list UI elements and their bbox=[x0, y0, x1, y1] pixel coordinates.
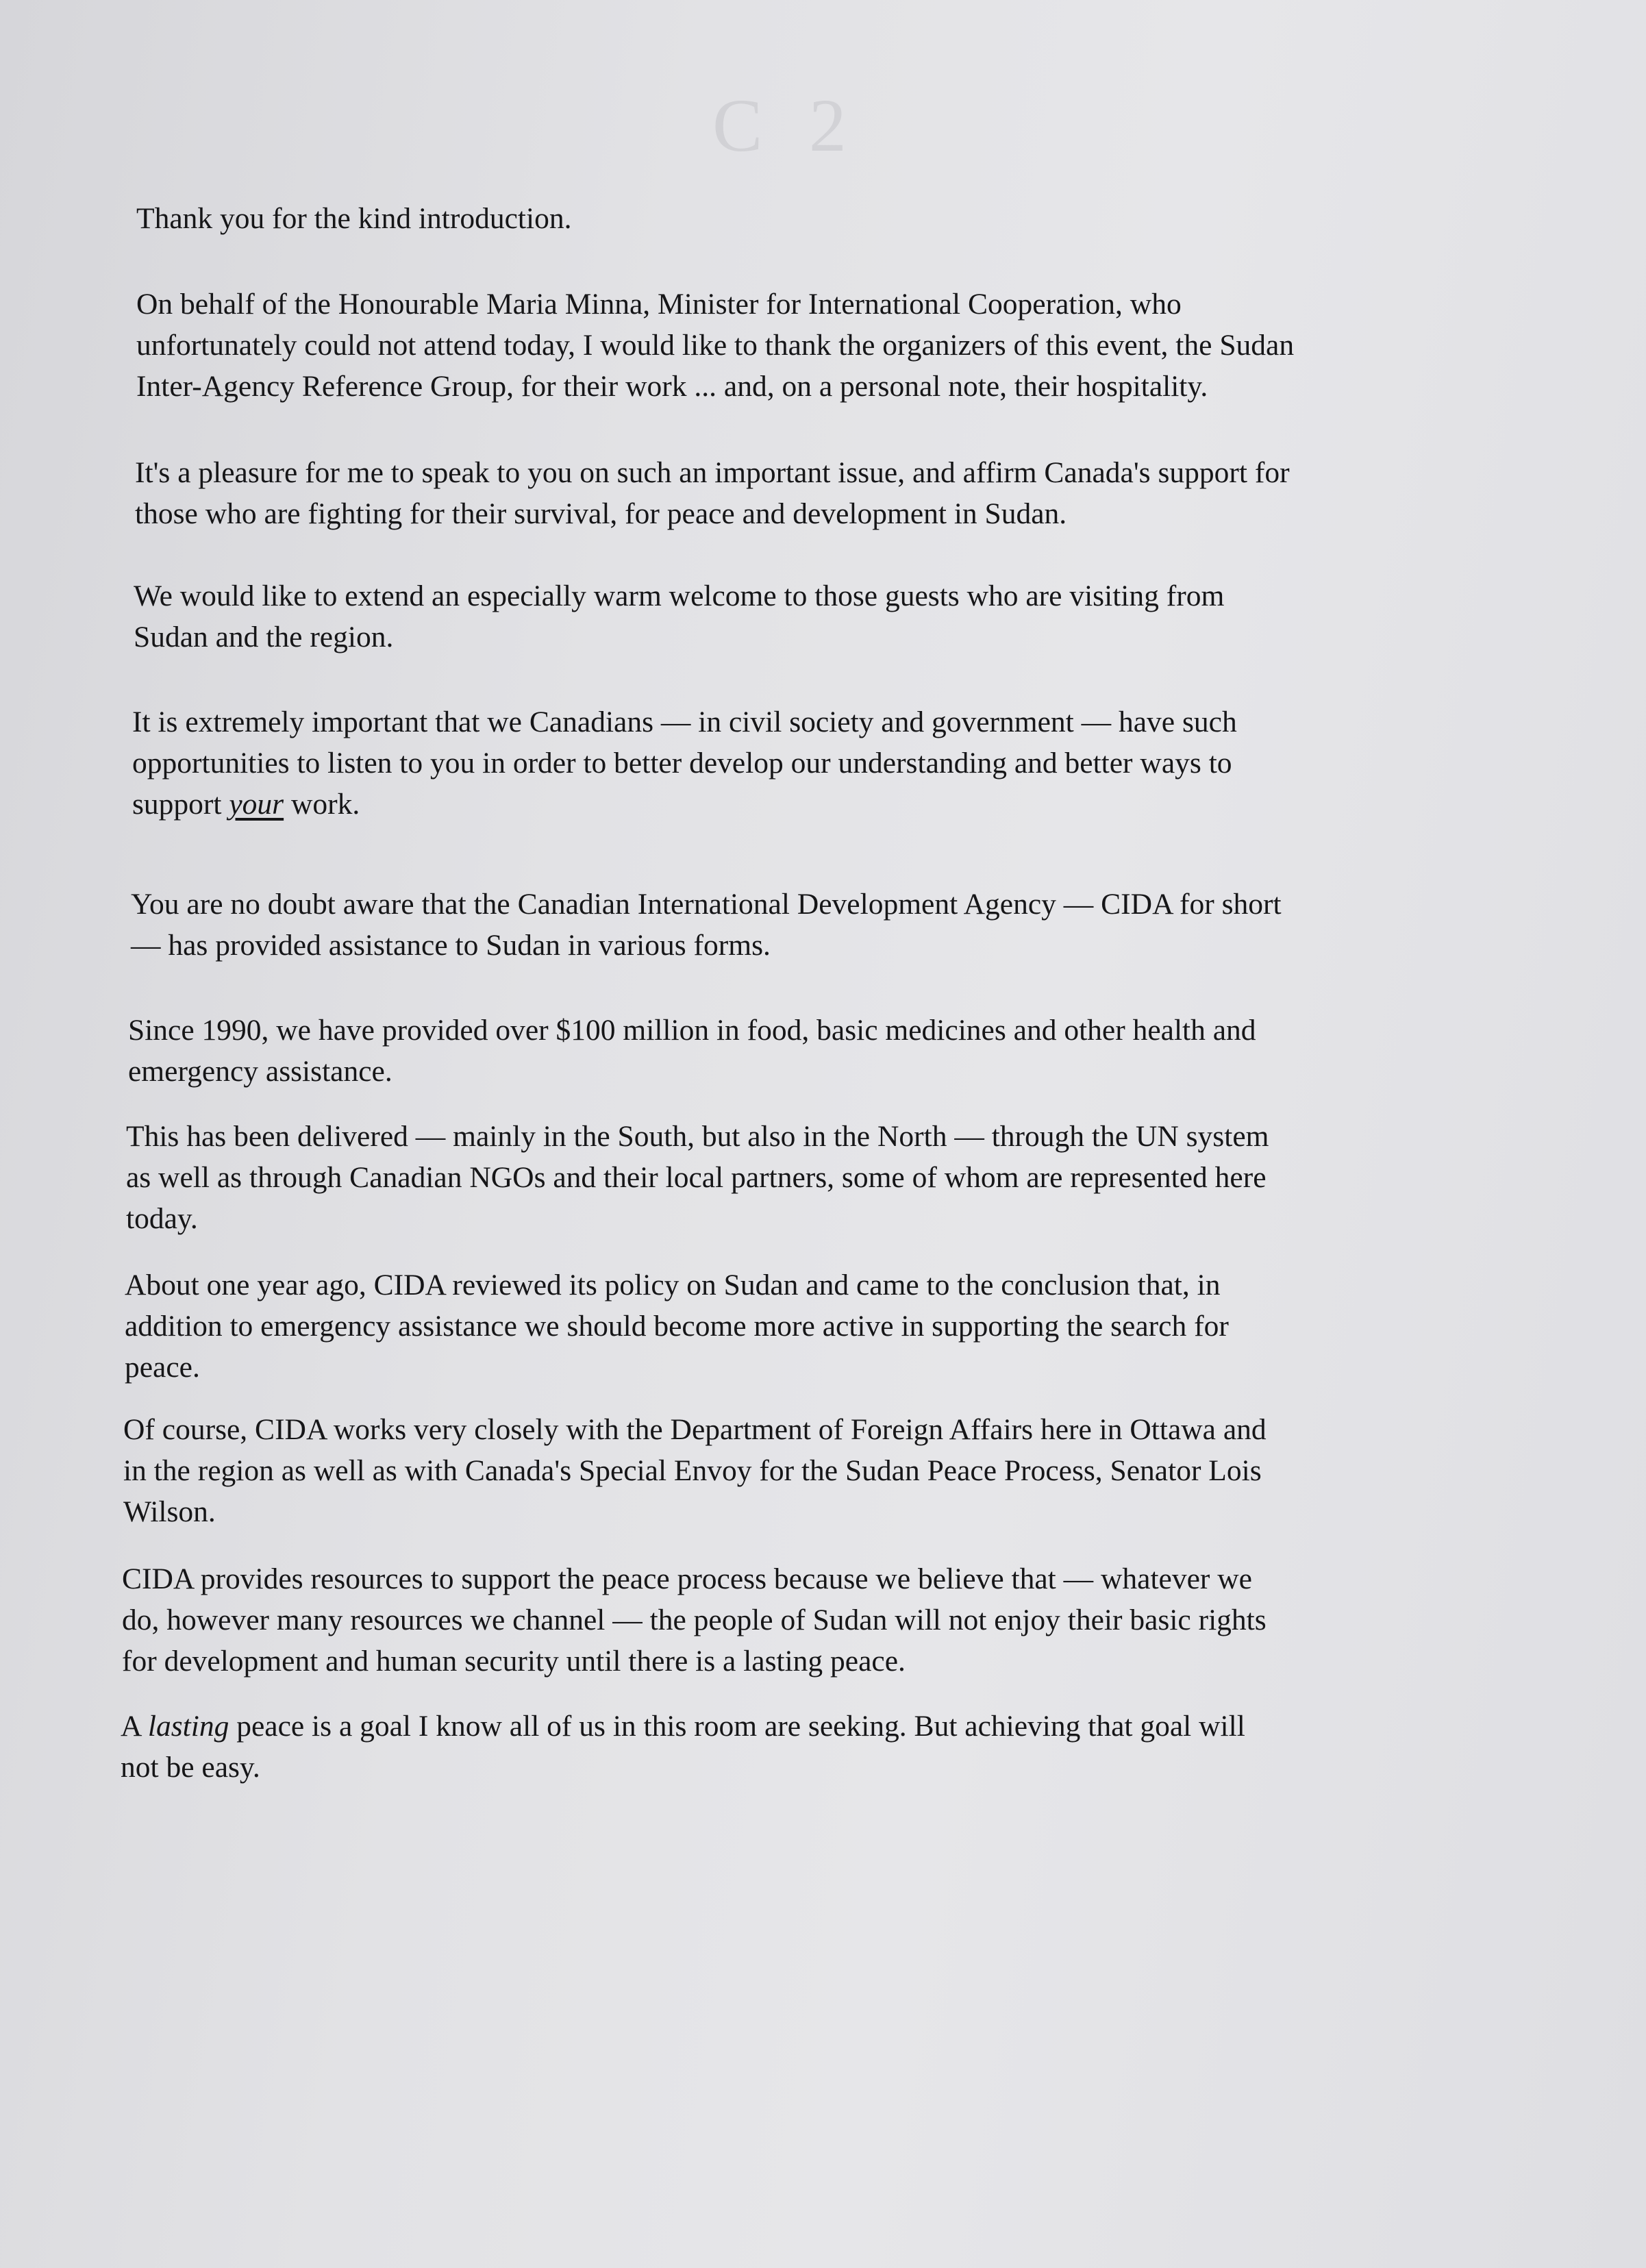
text-line: in the region as well as with Canada's Special Envoy for the Sudan Peace Process, Senator Lois bbox=[123, 1454, 1262, 1487]
text-line: We would like to extend an especially warm welcome to those guests who are visiting from bbox=[134, 580, 1225, 612]
text-line: emergency assistance. bbox=[128, 1055, 392, 1088]
text-line bbox=[121, 1706, 1245, 1747]
text-line bbox=[132, 784, 1237, 825]
text-line: opportunities to listen to you in order to better develop our understanding and better ways to bbox=[132, 747, 1232, 780]
text-line: for development and human security until there is a lasting peace. bbox=[122, 1645, 906, 1678]
text-line: Thank you for the kind introduction. bbox=[136, 202, 572, 235]
paragraph-important bbox=[132, 701, 1237, 825]
text-line: addition to emergency assistance we should become more active in supporting the search for bbox=[125, 1310, 1229, 1343]
text-run: support bbox=[132, 788, 229, 821]
text-line: Of course, CIDA works very closely with the Department of Foreign Affairs here in Ottawa and bbox=[123, 1413, 1267, 1446]
text-run: A bbox=[121, 1710, 148, 1743]
text-line: peace. bbox=[125, 1351, 200, 1384]
paragraph-delivered bbox=[126, 1116, 1269, 1239]
text-line: Inter-Agency Reference Group, for their work ... and, on a personal note, their hospitality. bbox=[136, 370, 1208, 403]
text-line: not be easy. bbox=[121, 1751, 260, 1784]
paragraph-since-1990 bbox=[128, 1010, 1256, 1092]
paragraph-one-year bbox=[125, 1264, 1229, 1388]
text-line: You are no doubt aware that the Canadian International Development Agency — CIDA for short bbox=[131, 888, 1282, 921]
paragraph-pleasure bbox=[135, 452, 1290, 534]
text-line: It's a pleasure for me to speak to you on such an important issue, and affirm Canada's support for bbox=[135, 456, 1290, 489]
text-line: On behalf of the Honourable Maria Minna, Minister for International Cooperation, who bbox=[136, 288, 1182, 321]
text-line: About one year ago, CIDA reviewed its policy on Sudan and came to the conclusion that, in bbox=[125, 1269, 1221, 1301]
paragraph-cida-aware bbox=[131, 884, 1282, 966]
text-line: It is extremely important that we Canadians — in civil society and government — have such bbox=[132, 706, 1237, 738]
text-run: peace is a goal I know all of us in this room are seeking. But achieving that goal will bbox=[229, 1710, 1245, 1743]
paragraph-lasting bbox=[121, 1706, 1245, 1788]
emphasized-word: lasting bbox=[147, 1710, 229, 1743]
paragraph-welcome bbox=[134, 575, 1224, 658]
text-line: Since 1990, we have provided over $100 million in food, basic medicines and other health and bbox=[128, 1014, 1256, 1047]
page-mark: C 2 bbox=[712, 84, 860, 167]
text-line: CIDA provides resources to support the peace process because we believe that — whatever we bbox=[122, 1562, 1252, 1595]
paragraph-resources bbox=[122, 1558, 1267, 1682]
text-line: unfortunately could not attend today, I would like to thank the organizers of this event, the Sudan bbox=[136, 329, 1295, 362]
emphasized-word: your bbox=[229, 788, 284, 821]
text-line: Wilson. bbox=[123, 1495, 216, 1528]
text-line: as well as through Canadian NGOs and their local partners, some of whom are represented here bbox=[126, 1161, 1267, 1194]
text-line: those who are fighting for their survival, for peace and development in Sudan. bbox=[135, 497, 1067, 530]
text-run: work. bbox=[284, 788, 360, 821]
text-line: — has provided assistance to Sudan in various forms. bbox=[131, 929, 771, 962]
paragraph-of-course bbox=[123, 1409, 1267, 1532]
paragraph-behalf bbox=[136, 284, 1294, 407]
paragraph-intro bbox=[136, 198, 571, 239]
text-line: do, however many resources we channel — the people of Sudan will not enjoy their basic rights bbox=[122, 1604, 1267, 1636]
text-line: This has been delivered — mainly in the South, but also in the North — through the UN system bbox=[126, 1120, 1269, 1153]
text-line: Sudan and the region. bbox=[134, 621, 394, 653]
text-line: today. bbox=[126, 1202, 198, 1235]
